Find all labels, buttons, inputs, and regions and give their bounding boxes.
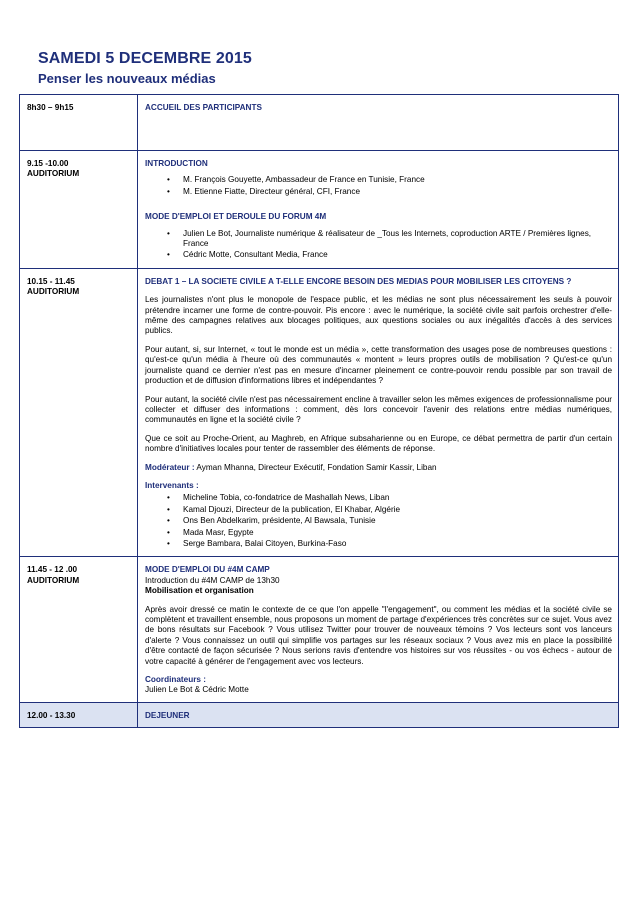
page-title: SAMEDI 5 DECEMBRE 2015 (38, 50, 252, 67)
paragraph: Que ce soit au Proche-Orient, au Maghreb, en Afrique subsaharienne ou en Europe, ce débat permettra de partir d'un certain nombre d'initiatives locales pour tenter de rassembler des éléments de réponse. (145, 433, 612, 454)
list-item: • Mada Masr, Egypte (145, 528, 612, 538)
list-item: • Kamal Djouzi, Directeur de la publication, El Khabar, Algérie (145, 505, 612, 515)
coordinators-names: Julien Le Bot & Cédric Motte (145, 685, 249, 695)
session-title: ACCUEIL DES PARTICIPANTS (145, 103, 262, 112)
agenda-row-introduction (20, 151, 619, 269)
list-item: • Micheline Tobia, co-fondatrice de Mashallah News, Liban (145, 493, 612, 503)
time-range: 9.15 -10.00 (27, 159, 69, 168)
forum-speaker-list (145, 229, 612, 261)
list-item: • Serge Bambara, Balai Citoyen, Burkina-Faso (145, 539, 612, 549)
page-subtitle: Penser les nouveaux médias (38, 71, 216, 86)
paragraph: Les journalistes n'ont plus le monopole de l'espace public, et les médias ne sont plus nécessairement les seuls à pouvoir prétendre incarner une forme de contre-pouvoir. Pis encore : avec le numérique, la société civile sait parfois orchestrer d'elle-même des campagnes relatives aux blocages politiques, aux questions sociales ou aux inégalités d'accès à des services publics. (145, 295, 612, 336)
session-title: DEBAT 1 – LA SOCIETE CIVILE A T-ELLE ENCORE BESOIN DES MEDIAS POUR MOBILISER LES CITOYENS ? (145, 276, 572, 286)
time-range: 11.45 - 12 .00 (27, 565, 78, 575)
session-title: INTRODUCTION (145, 159, 208, 168)
row-time (20, 151, 138, 269)
agenda-row-welcome (20, 95, 619, 151)
row-time (20, 557, 138, 702)
row-content (138, 557, 619, 702)
room-label: AUDITORIUM (27, 169, 80, 179)
speaker-list (145, 493, 612, 549)
agenda-row-lunch (20, 702, 619, 727)
session-title: MODE D'EMPLOI DU #4M CAMP (145, 565, 270, 575)
list-item: • Cédric Motte, Consultant Media, France (145, 250, 612, 260)
camp-intro: Introduction du #4M CAMP de 13h30 (145, 575, 280, 585)
row-time (20, 268, 138, 557)
list-item: • M. Etienne Fiatte, Directeur général, CFI, France (145, 187, 612, 197)
row-time: 12.00 - 13.30 (20, 702, 138, 727)
session-subtitle: MODE D'EMPLOI ET DEROULE DU FORUM 4M (145, 212, 327, 222)
paragraph: Pour autant, si, sur Internet, « tout le monde est un média », cette transformation des usages pose de nombreuses questions : qu'est-ce qu'un média à l'heure où des communautés « montent » leurs propres outils de mobilisation ? Qu'est-ce qu'un journaliste quand ce dernier n'est pas en mesure d'incarner pleinement ce contre-pouvoir rendu possible par son travail de production et de diffusion d'informations libres et indépendantes ? (145, 344, 612, 386)
agenda-row-debate (20, 268, 619, 557)
row-content (138, 702, 619, 727)
list-item: • Julien Le Bot, Journaliste numérique & réalisateur de _Tous les Internets, coproduction ARTE / Premières lignes, France (145, 229, 612, 250)
paragraph: Pour autant, la société civile n'est pas nécessairement encline à travailler selon les mêmes exigences de professionnalisme pour collecter et diffuser des informations : comment, dès lors concevoir l'avenir des relations entre médias numériques, communautés en ligne et la société civile ? (145, 394, 612, 425)
moderator-name: Ayman Mhanna, Directeur Exécutif, Fondation Samir Kassir, Liban (196, 462, 437, 472)
list-item: • Ons Ben Abdelkarim, présidente, Al Bawsala, Tunisie (145, 516, 612, 526)
agenda-table (19, 94, 619, 728)
moderator-label: Modérateur : (145, 462, 195, 472)
row-content (138, 151, 619, 269)
row-content (138, 95, 619, 151)
intro-speaker-list (145, 175, 612, 197)
row-content (138, 268, 619, 557)
paragraph: Après avoir dressé ce matin le contexte de ce que l'on appelle "l'engagement", ou comment les médias et la société civile se complètent et travaillent ensemble, nous proposons un moment de partage d'expériences très concrètes sur ce sujet. Vous avez de bons résultats sur Facebook ? Vous utilisez Twitter pour trouver de nouveaux témoins ? Vos lecteurs sont vos lanceurs d'alerte ? Vous connaissez un outil qui simplifie vos partages sur les réseaux sociaux ? Vous avez mis en place la possibilité d'être contacté de façon sécurisée ? Nous serions ravis d'entendre vos histoires sur vos réussites - ou vos échecs - autour de votre capacité à générer de l'engagement avec vos lecteurs. (145, 604, 612, 666)
moderator-line (145, 463, 612, 473)
session-title: DEJEUNER (145, 710, 190, 720)
camp-topic: Mobilisation et organisation (145, 586, 254, 596)
list-item: • M. François Gouyette, Ambassadeur de France en Tunisie, France (145, 175, 612, 185)
room-label: AUDITORIUM (27, 575, 80, 585)
time-range: 10.15 - 11.45 (27, 276, 75, 286)
room-label: AUDITORIUM (27, 287, 80, 297)
coordinators-label: Coordinateurs : (145, 675, 206, 685)
speakers-label: Intervenants : (145, 480, 199, 490)
row-time: 8h30 – 9h15 (20, 95, 138, 151)
agenda-row-camp (20, 557, 619, 702)
